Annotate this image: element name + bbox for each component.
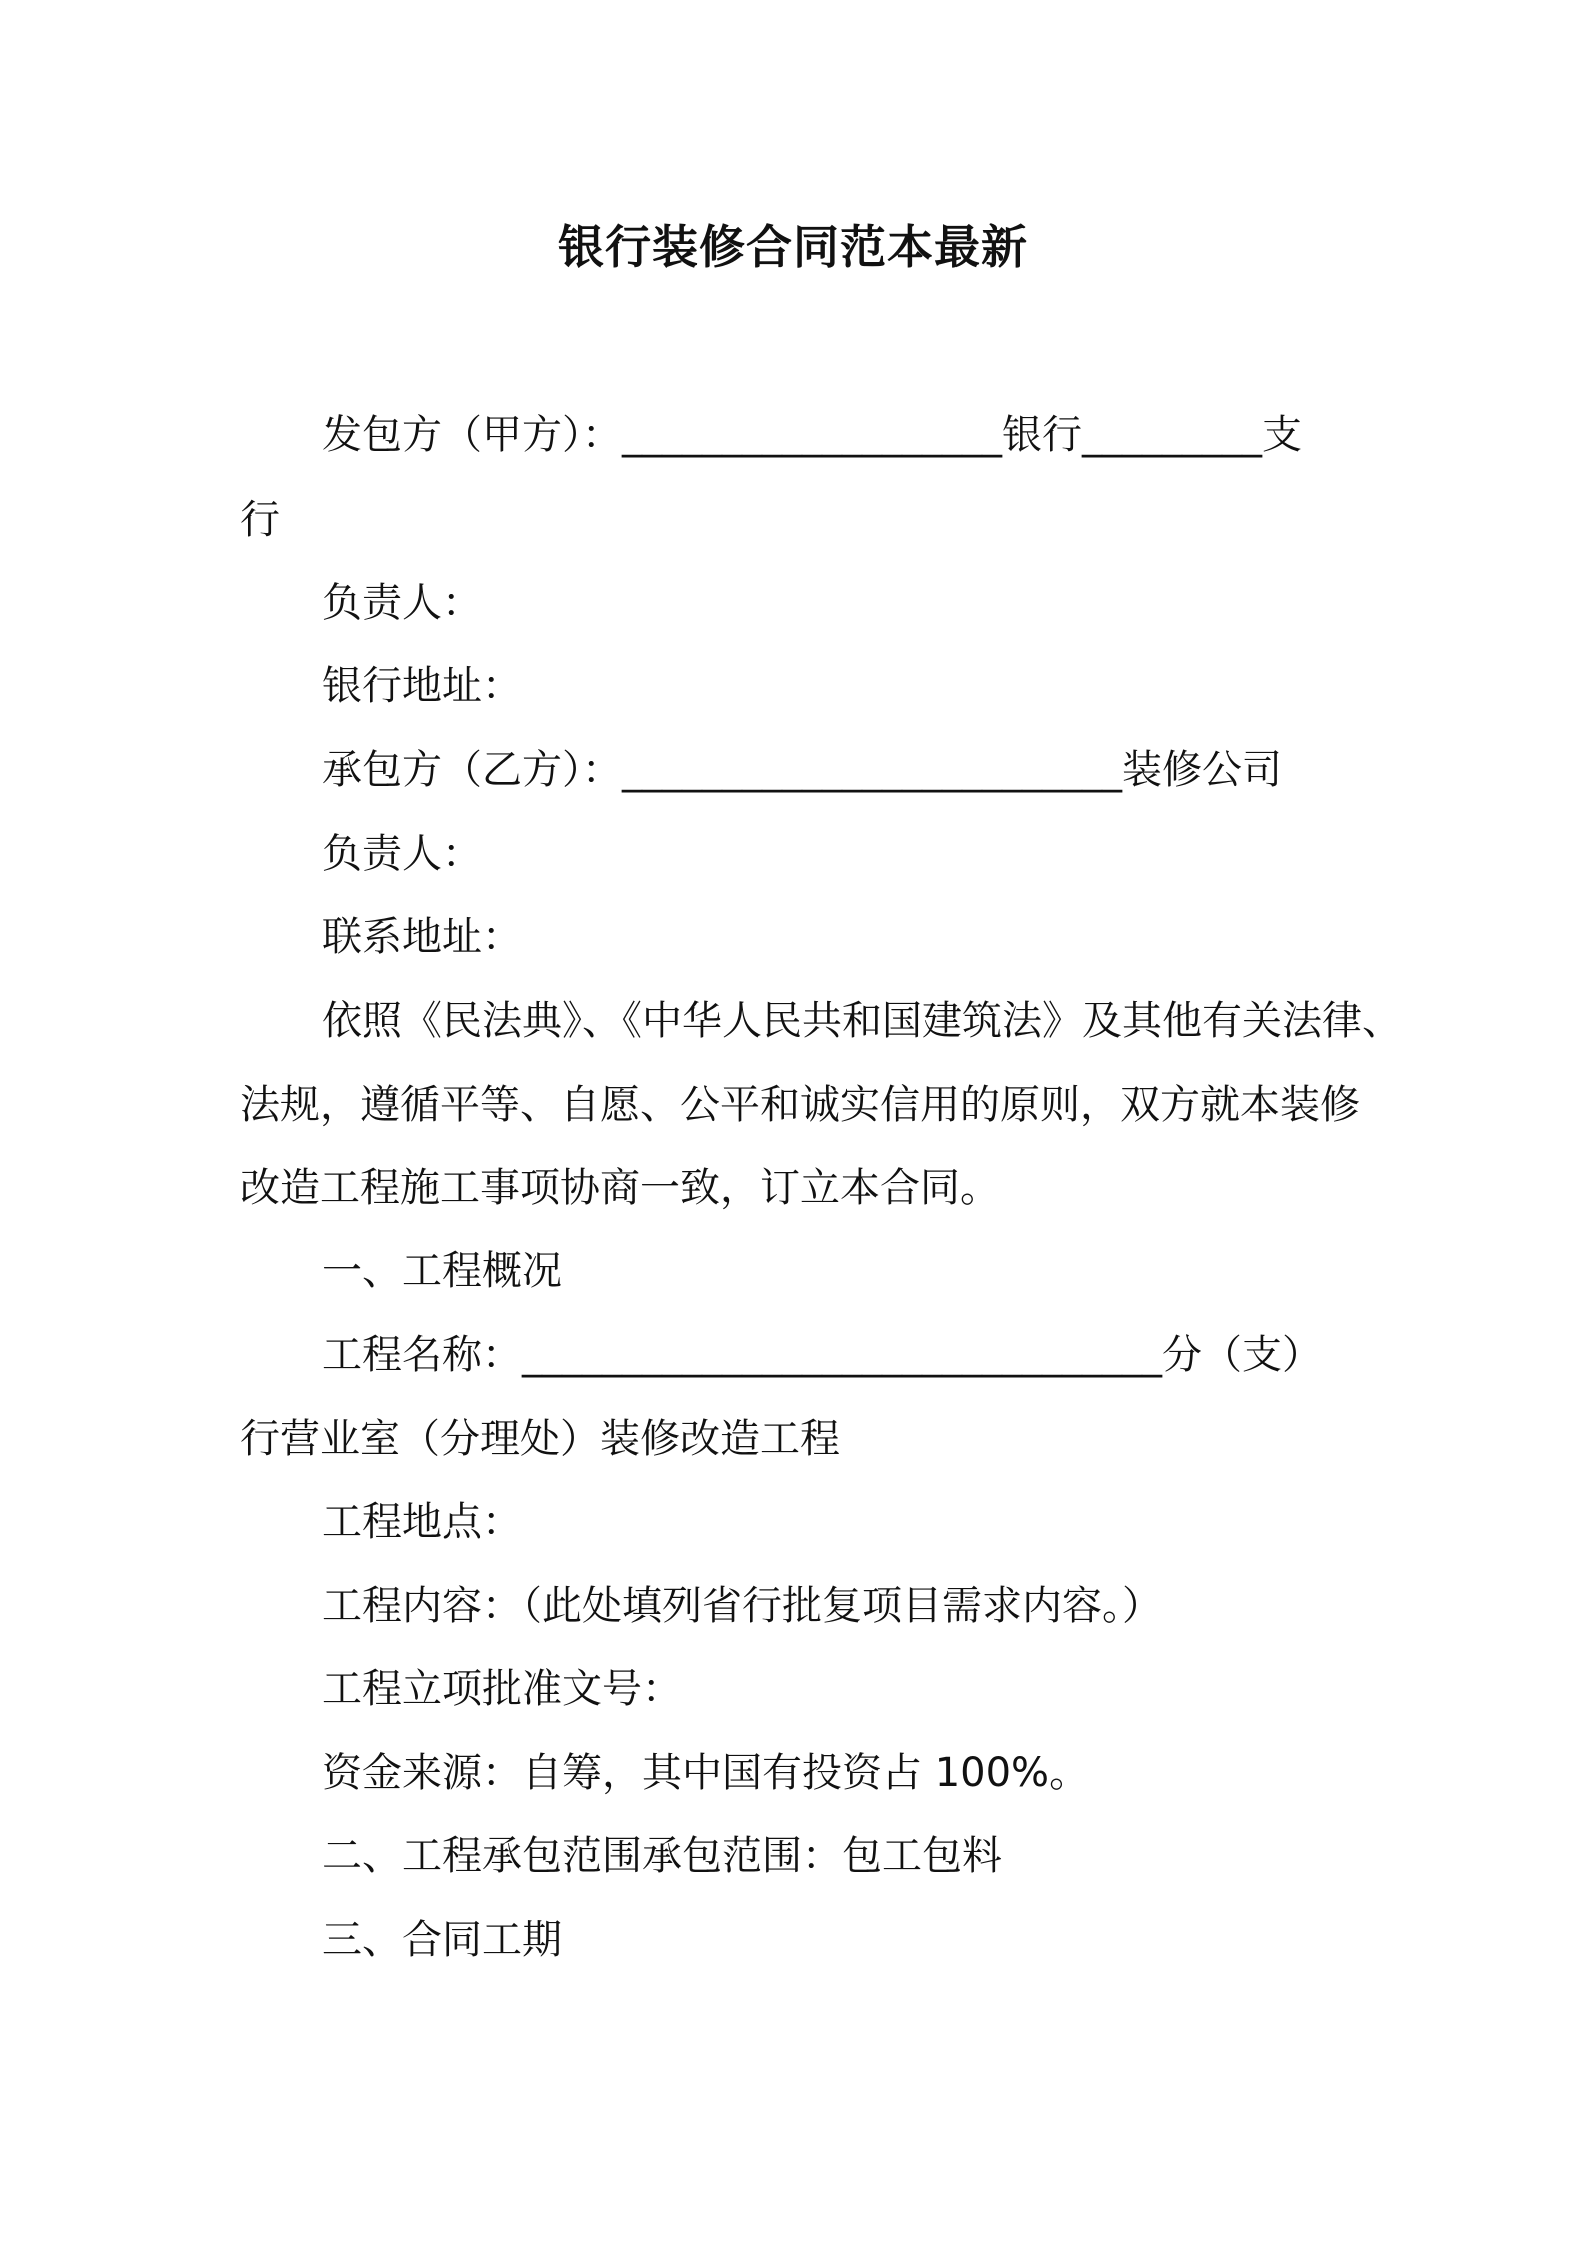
- party-a-line: 发包方（甲方）：___________________银行_________支: [322, 412, 1302, 458]
- bank-address: 银行地址：: [322, 663, 522, 709]
- approval-number: 工程立项批准文号：: [322, 1666, 682, 1712]
- project-name-line: 工程名称：________________________________分（支）: [322, 1332, 1322, 1378]
- preamble-line-1: 依照《民法典》、《中华人民共和国建筑法》及其他有关法律、: [322, 998, 1402, 1044]
- preamble-line-2: 法规，遵循平等、自愿、公平和诚实信用的原则，双方就本装修: [240, 1082, 1360, 1128]
- party-b-line: 承包方（乙方）：_________________________装修公司: [322, 747, 1282, 793]
- contact-address: 联系地址：: [322, 914, 522, 960]
- section-1-heading: 一、工程概况: [322, 1248, 562, 1294]
- party-b-responsible: 负责人：: [322, 831, 482, 877]
- preamble-line-3: 改造工程施工事项协商一致，订立本合同。: [240, 1165, 1000, 1211]
- project-content: 工程内容：（此处填列省行批复项目需求内容。）: [322, 1583, 1162, 1629]
- section-2-heading: 二、工程承包范围承包范围：包工包料: [322, 1833, 1002, 1879]
- project-name-line-cont: 行营业室（分理处）装修改造工程: [240, 1416, 840, 1462]
- project-location: 工程地点：: [322, 1499, 522, 1545]
- party-a-responsible: 负责人：: [322, 580, 482, 626]
- party-a-line-cont: 行: [240, 497, 280, 543]
- document-title: 银行装修合同范本最新: [558, 220, 1028, 274]
- funding-source: 资金来源：自筹，其中国有投资占 100%。: [322, 1750, 1090, 1796]
- section-3-heading: 三、合同工期: [322, 1917, 562, 1963]
